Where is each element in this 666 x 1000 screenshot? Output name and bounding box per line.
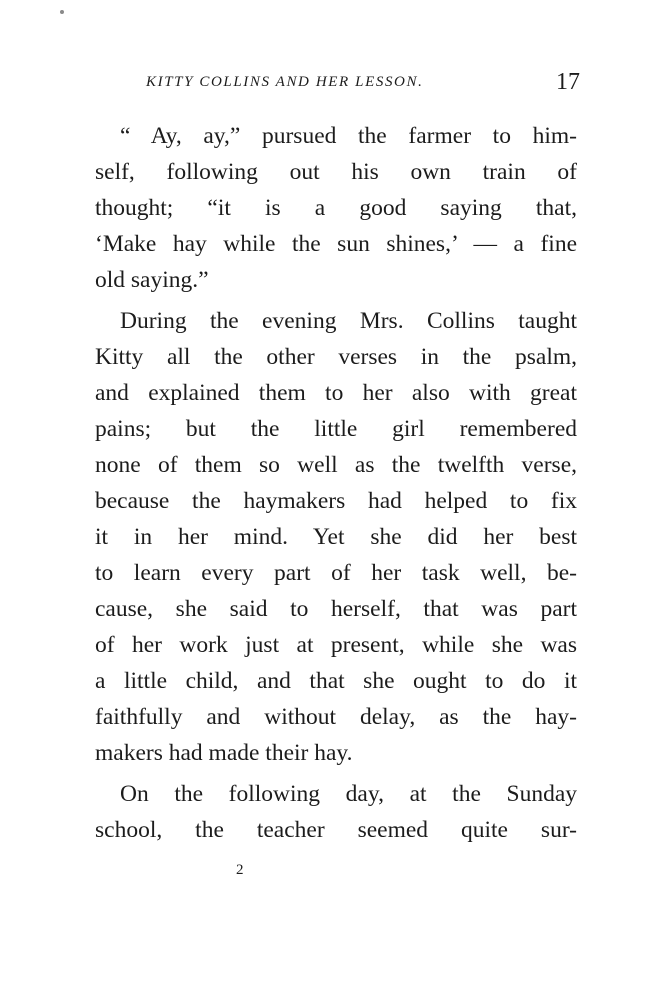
running-title: KITTY COLLINS AND HER LESSON. (146, 74, 424, 90)
body-text (95, 118, 577, 848)
text-line: makers had made their hay. (95, 740, 353, 766)
text-line: school, the teacher seemed quite sur- (95, 817, 577, 843)
text-line: of her work just at present, while she was (95, 632, 577, 658)
text-line: old saying.” (95, 267, 209, 293)
print-speck (60, 10, 64, 14)
text-line: On the following day, at the Sunday (120, 781, 577, 807)
text-line: thought; “it is a good saying that, (95, 195, 577, 221)
text-line: Kitty all the other verses in the psalm, (95, 344, 577, 370)
text-line: During the evening Mrs. Collins taught (120, 308, 577, 334)
text-line: a little child, and that she ought to do it (95, 668, 577, 694)
page-number: 17 (556, 69, 580, 95)
running-head (120, 68, 580, 98)
text-line: self, following out his own train of (95, 159, 577, 185)
text-line: to learn every part of her task well, be- (95, 560, 577, 586)
text-line: ‘Make hay while the sun shines,’ — a fine (95, 231, 577, 257)
signature-mark: 2 (236, 862, 244, 878)
text-line: cause, she said to herself, that was part (95, 596, 577, 622)
text-line: and explained them to her also with great (95, 380, 577, 406)
text-line: “ Ay, ay,” pursued the farmer to him- (120, 123, 577, 149)
text-line: pains; but the little girl remembered (95, 416, 577, 442)
text-line: faithfully and without delay, as the hay- (95, 704, 577, 730)
text-line: none of them so well as the twelfth verse, (95, 452, 577, 478)
text-line: because the haymakers had helped to fix (95, 488, 577, 514)
text-line: it in her mind. Yet she did her best (95, 524, 577, 550)
